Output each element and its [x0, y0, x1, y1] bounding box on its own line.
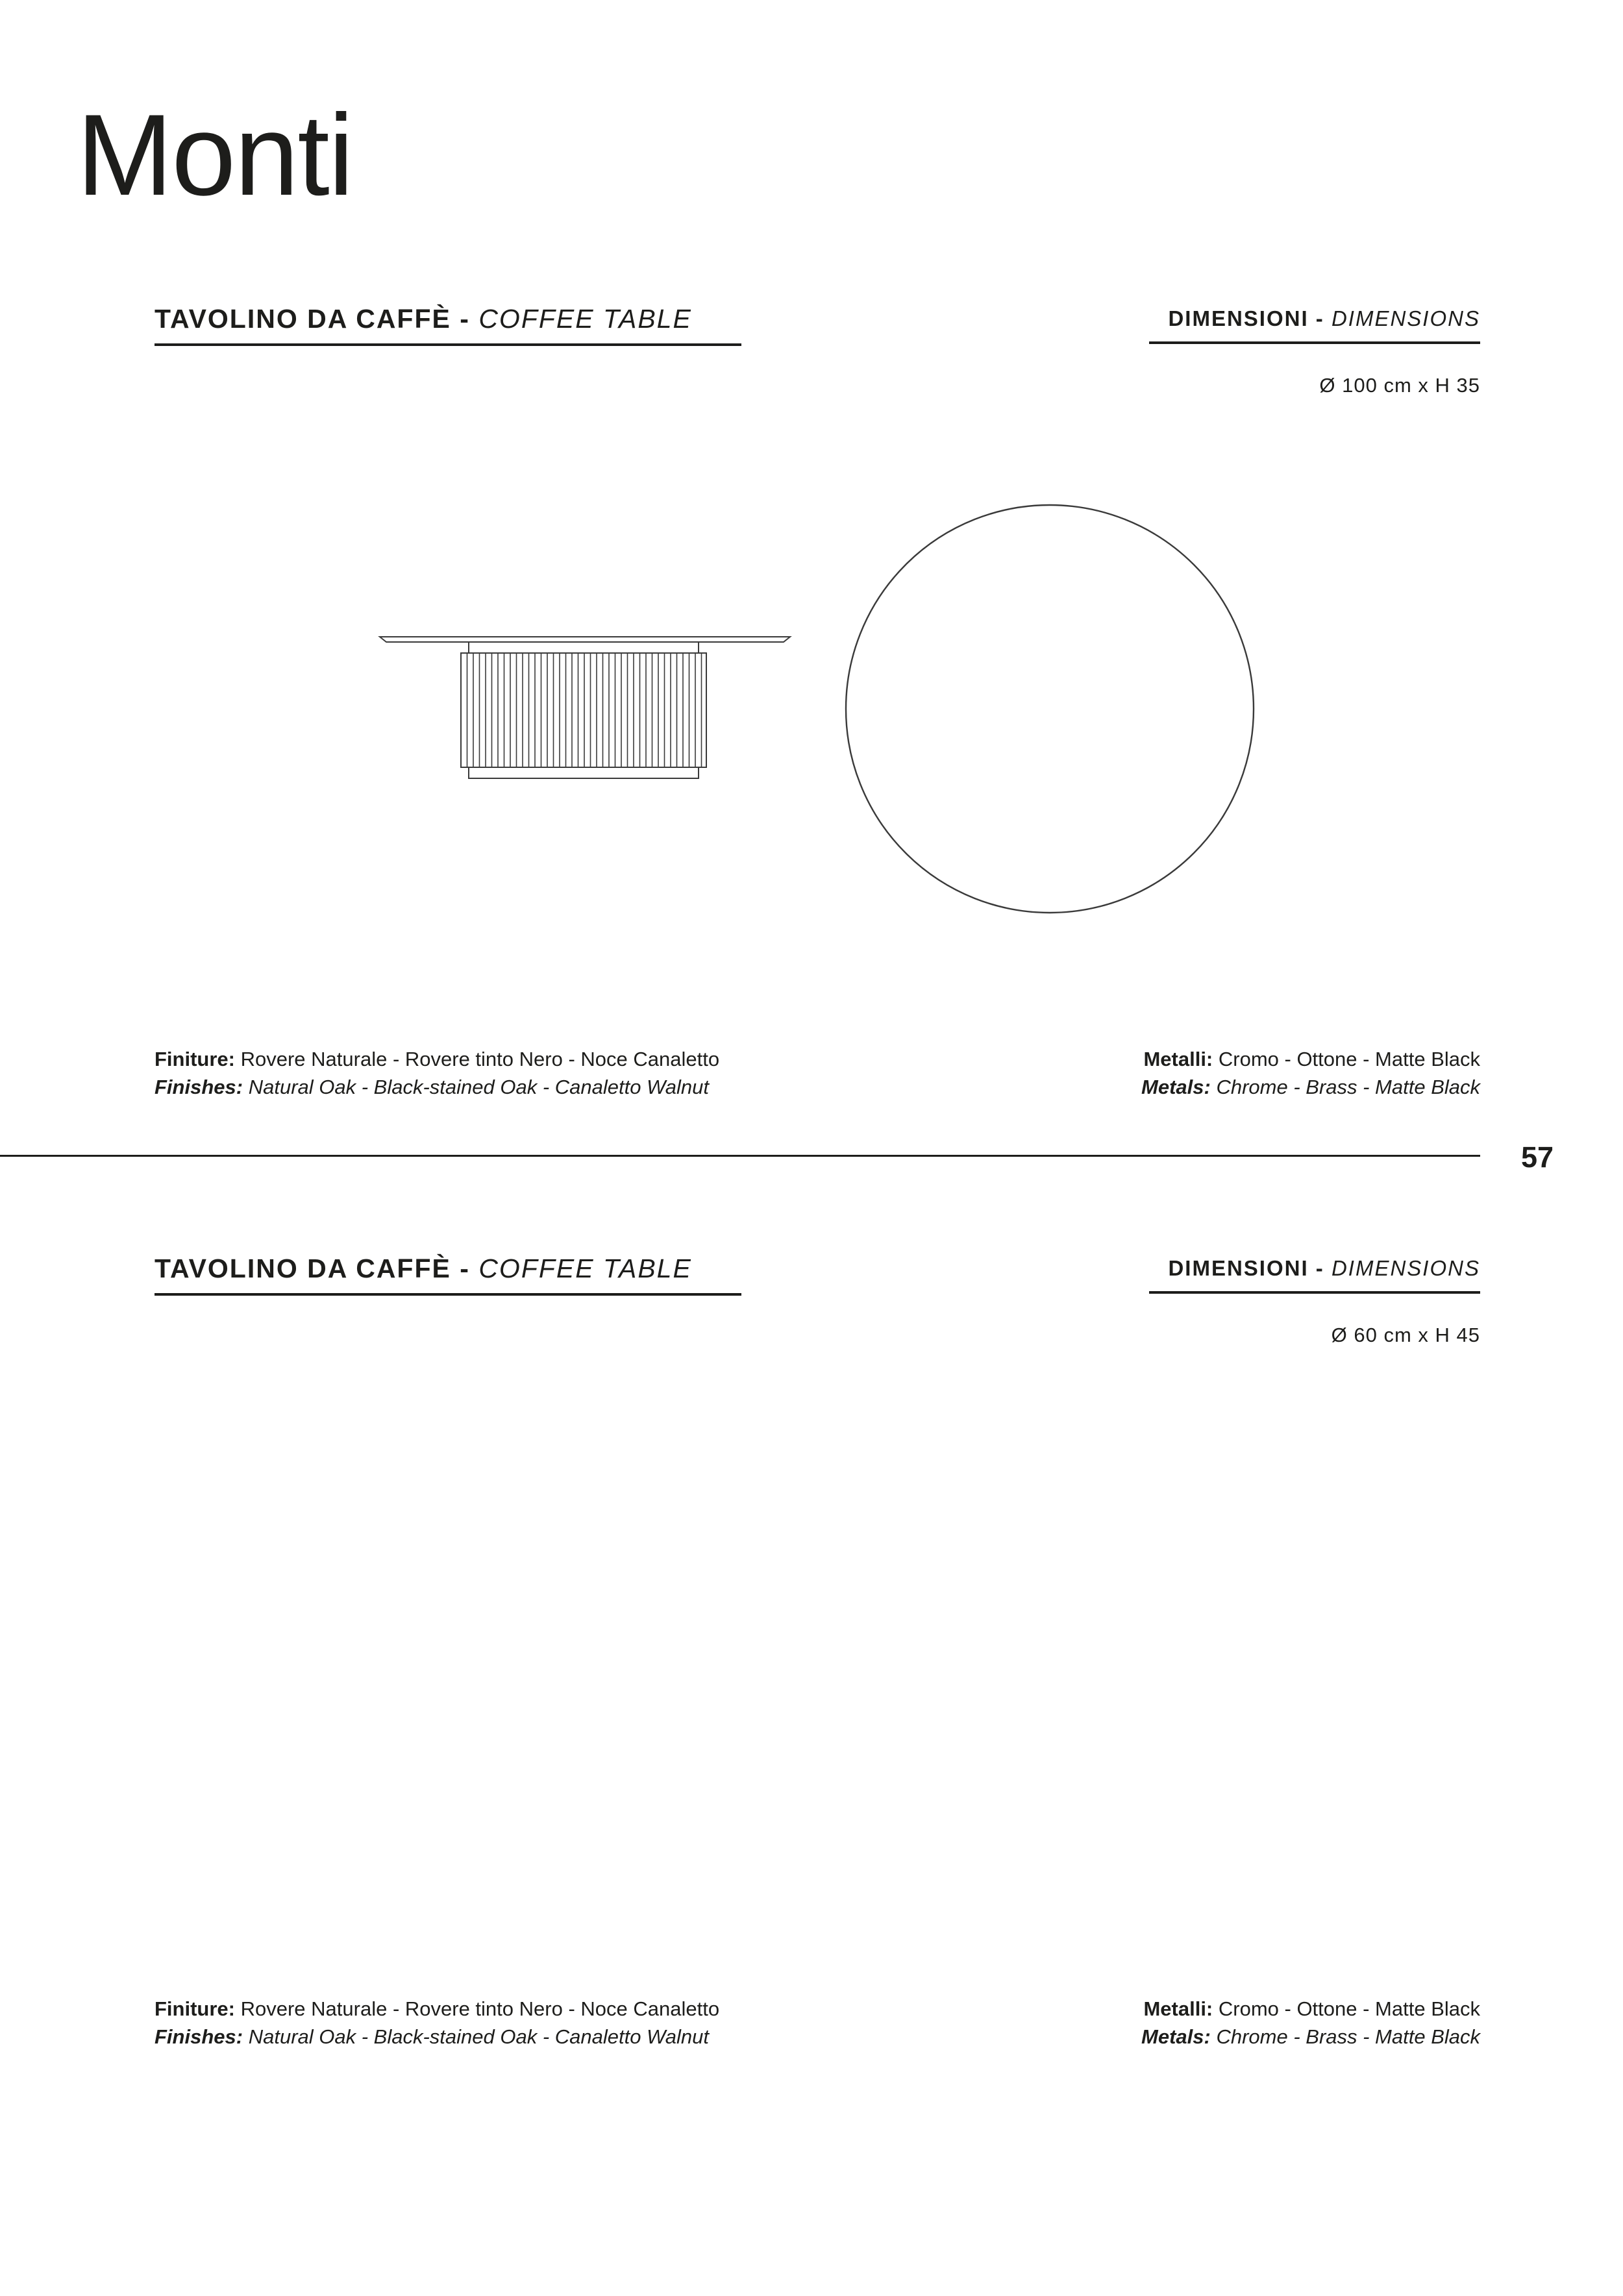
title-separator: - — [451, 304, 479, 334]
metals-label-english: Metals: — [1141, 2025, 1211, 2048]
dimensions-separator: - — [1308, 306, 1332, 330]
top-collar — [469, 642, 699, 653]
title-english: COFFEE TABLE — [478, 1253, 692, 1283]
metals-block — [1141, 1995, 1480, 2051]
dimensions-value: Ø 60 cm x H 45 — [1331, 1324, 1480, 1346]
product-drawing-large — [0, 0, 1623, 941]
base-plinth — [469, 767, 699, 778]
dimensions-separator: - — [1308, 1256, 1332, 1280]
dimensions-label-english: DIMENSIONS — [1331, 1256, 1480, 1280]
brand-title: Monti — [77, 90, 353, 219]
finishes-label-english: Finishes: — [155, 2025, 243, 2048]
finishes-label-italian: Finiture: — [155, 1048, 235, 1070]
finishes-text-italian: Rovere Naturale - Rovere tinto Nero - Noce Canaletto — [235, 1048, 720, 1070]
metals-english — [1141, 2023, 1480, 2051]
tabletop-profile — [380, 637, 790, 642]
finishes-english — [155, 2023, 719, 2051]
product-section-large — [0, 0, 1623, 1098]
title-italian: TAVOLINO DA CAFFÈ — [155, 1253, 451, 1283]
product-section-small — [0, 950, 1623, 2048]
finishes-italian — [155, 1995, 719, 2023]
dimensions-label-italian: DIMENSIONI — [1168, 1256, 1309, 1280]
title-italian: TAVOLINO DA CAFFÈ — [155, 304, 451, 334]
metals-text-italian: Cromo - Ottone - Matte Black — [1213, 1048, 1480, 1070]
page-number: 57 — [1521, 1141, 1554, 1174]
finishes-block — [155, 1995, 719, 2051]
dimensions-value: Ø 100 cm x H 35 — [1319, 374, 1480, 397]
finishes-label-english: Finishes: — [155, 1076, 243, 1098]
metals-label-italian: Metalli: — [1143, 1997, 1213, 2020]
flute-lines — [467, 653, 702, 767]
top-view-circle — [846, 505, 1254, 913]
title-separator: - — [451, 1253, 479, 1283]
title-english: COFFEE TABLE — [478, 304, 692, 334]
metals-text-english: Chrome - Brass - Matte Black — [1210, 1076, 1480, 1098]
finishes-text-italian: Rovere Naturale - Rovere tinto Nero - Noce Canaletto — [235, 1997, 720, 2020]
finishes-text-english: Natural Oak - Black-stained Oak - Canaletto Walnut — [243, 2025, 709, 2048]
metals-label-italian: Metalli: — [1143, 1048, 1213, 1070]
metals-text-english: Chrome - Brass - Matte Black — [1210, 2025, 1480, 2048]
product-drawing-small — [0, 950, 1623, 1891]
dimensions-label-italian: DIMENSIONI — [1168, 306, 1309, 330]
finishes-label-italian: Finiture: — [155, 1997, 235, 2020]
metals-italian — [1141, 1995, 1480, 2023]
dimensions-label-english: DIMENSIONS — [1331, 306, 1480, 330]
side-elevation-view — [380, 637, 790, 778]
finishes-text-english: Natural Oak - Black-stained Oak - Canaletto Walnut — [243, 1076, 709, 1098]
metals-text-italian: Cromo - Ottone - Matte Black — [1213, 1997, 1480, 2020]
metals-label-english: Metals: — [1141, 1076, 1211, 1098]
